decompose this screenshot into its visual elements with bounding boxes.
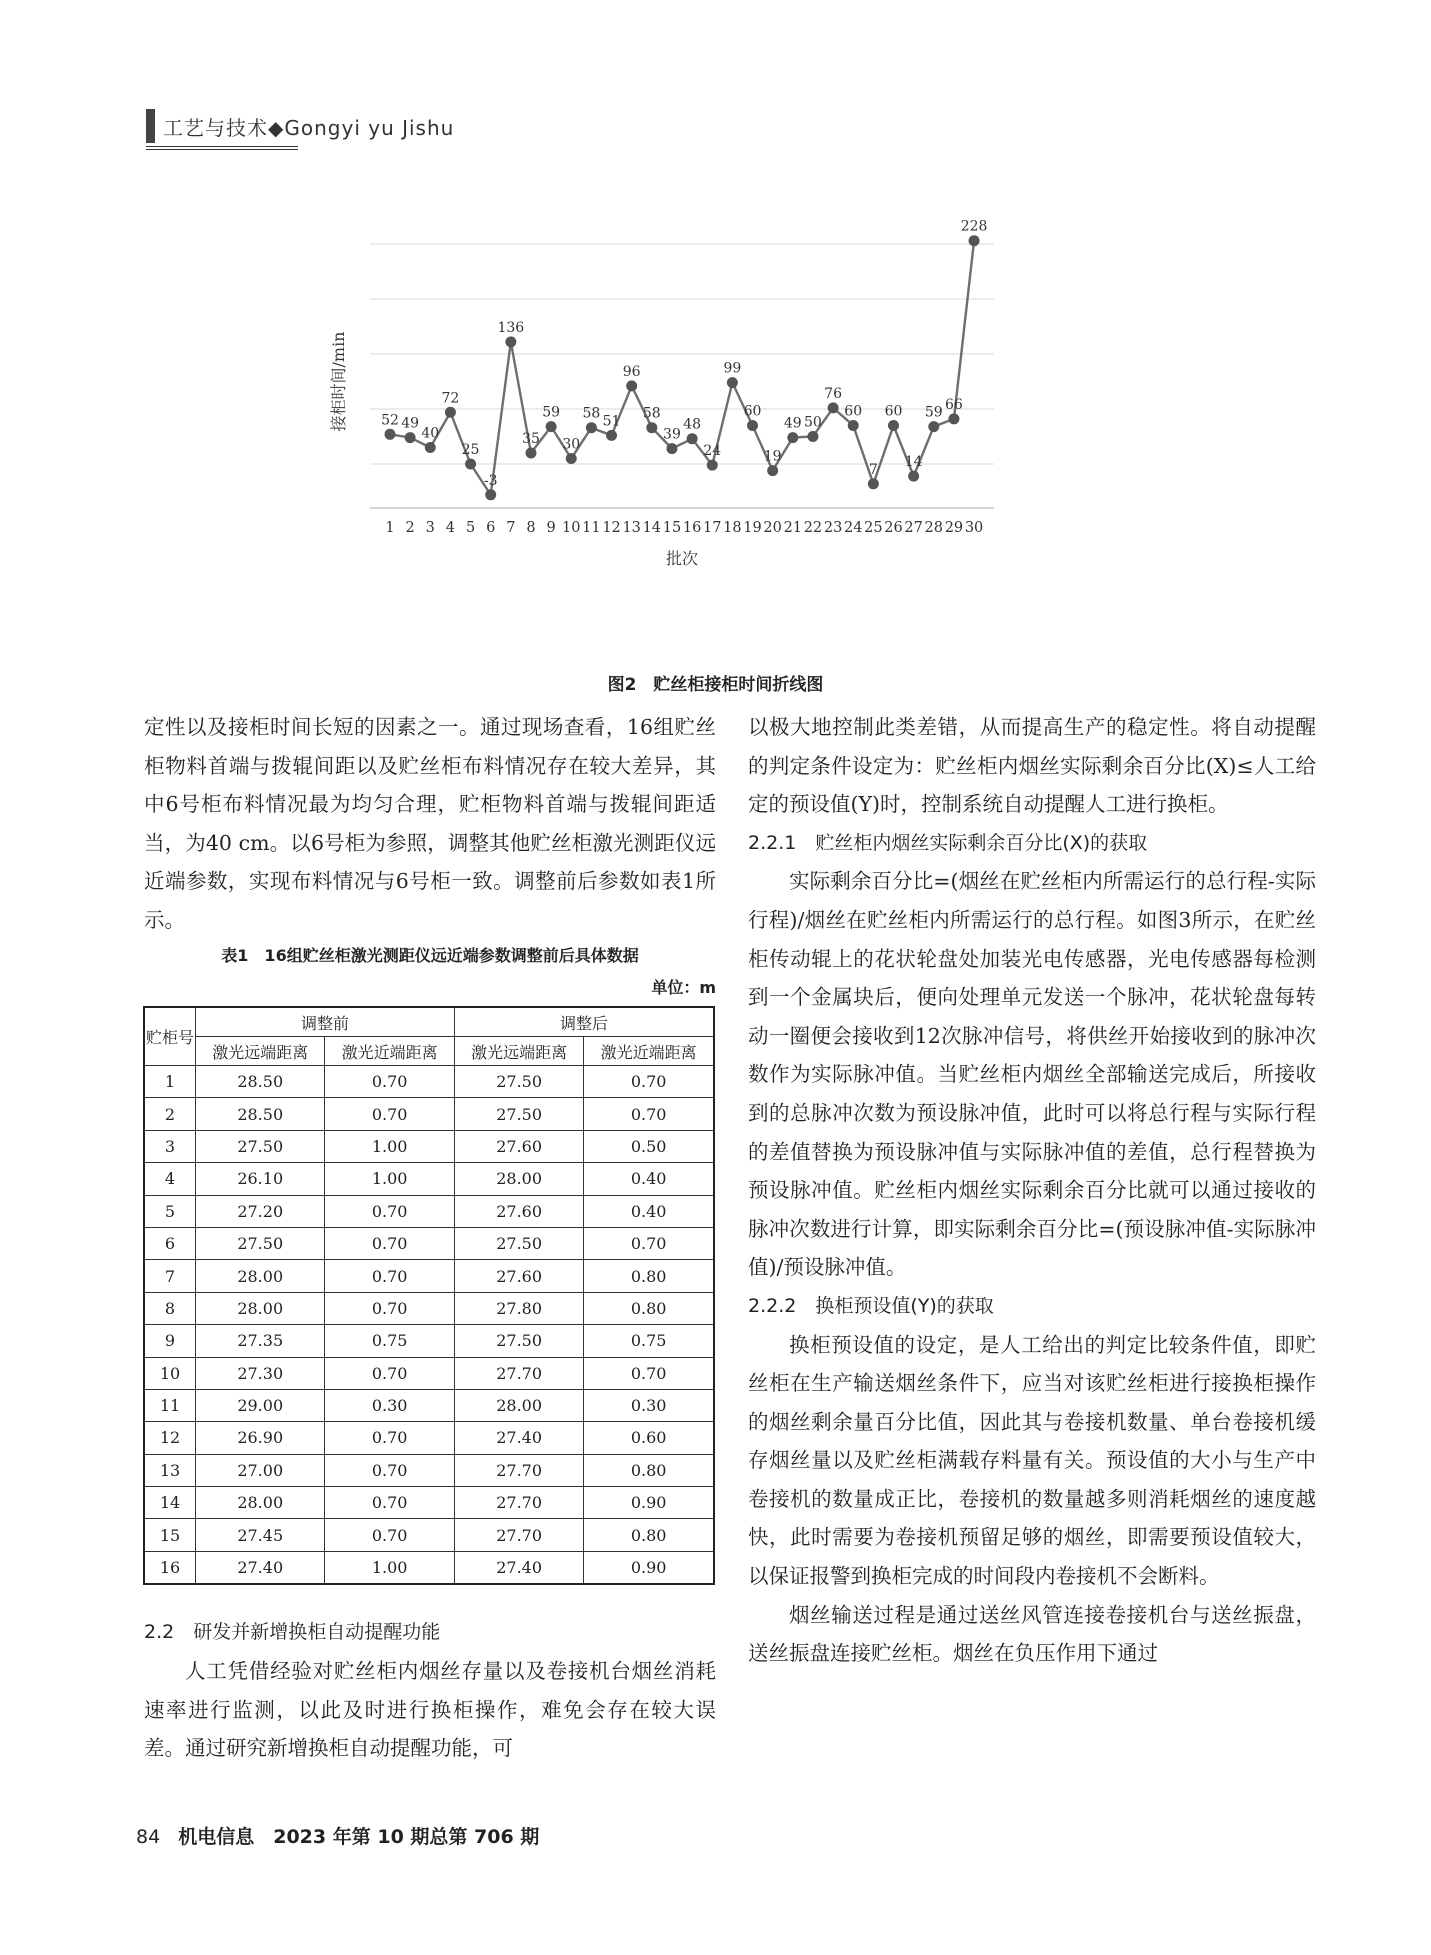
right-paragraph-1: 以极大地控制此类差错，从而提高生产的稳定性。将自动提醒的判定条件设定为：贮丝柜内烟丝实际剩余百分比(X)≤人工给定的预设值(Y)时，控制系统自动提醒人工进行换柜。 [748,715,1316,817]
left-column [144,708,716,940]
table-cell: 27.35 [196,1325,325,1357]
table-cell: 28.00 [196,1487,325,1519]
data-point [465,459,476,470]
table-cell: 0.70 [584,1098,714,1130]
data-point [626,380,637,391]
table-cell: 11 [144,1389,196,1421]
table-cell: 0.80 [584,1292,714,1324]
data-point [666,443,677,454]
x-tick-label: 11 [582,520,601,536]
table-cell: 27.45 [196,1519,325,1551]
table-cell: 1.00 [325,1130,454,1162]
table-cell: 27.00 [196,1454,325,1486]
table-row [144,1066,714,1098]
section-2-2-paragraph: 人工凭借经验对贮丝柜内烟丝存量以及卷接机台烟丝消耗速率进行监测，以此及时进行换柜操作，难免会存在较大误差。通过研究新增换柜自动提醒功能，可 [144,1659,716,1761]
data-label: 60 [884,403,903,420]
section-heading-2-2-1: 2.2.1 贮丝柜内烟丝实际剩余百分比(X)的获取 [748,831,1148,854]
table-row [144,1098,714,1130]
table-subheader-near: 激光近端距离 [584,1037,714,1066]
section-2-2-body [144,1652,716,1768]
table-cell: 1 [144,1066,196,1098]
data-point [727,377,738,388]
table-cell: 0.70 [584,1227,714,1259]
table-header-after: 调整后 [454,1007,714,1037]
chart-x-ticks [385,520,983,536]
data-label: 99 [723,360,742,377]
table-cell: 0.30 [325,1389,454,1421]
data-label: 59 [924,404,943,421]
table-row [144,1227,714,1259]
data-point [969,235,980,246]
table-unit: 单位：m [651,978,716,997]
table-cell: 26.10 [196,1163,325,1195]
data-point [928,421,939,432]
table-subheader-far: 激光远端距离 [454,1037,583,1066]
data-point [586,422,597,433]
data-label: 136 [497,319,525,336]
table-cell: 0.40 [584,1163,714,1195]
data-label: 24 [703,443,722,460]
x-tick-label: 23 [823,520,843,536]
data-point [787,432,798,443]
data-point [687,433,698,444]
table-cell: 28.00 [454,1389,583,1421]
data-point [525,448,536,459]
data-point [646,422,657,433]
table-cell: 27.50 [454,1098,583,1130]
x-tick-label: 30 [964,520,984,536]
x-tick-label: 18 [723,520,742,536]
right-column [748,708,1316,1673]
data-label: 72 [441,390,460,407]
table-cell: 2 [144,1098,196,1130]
right-paragraph-3: 换柜预设值的设定，是人工给出的判定比较条件值，即贮丝柜在生产输送烟丝条件下，应当对该贮丝柜进行接换柜操作的烟丝剩余量百分比值，因此其与卷接机数量、单台卷接机缓存烟丝量以及贮丝柜满载存料量有关。预设值的大小与生产中卷接机的数量成正比，卷接机的数量越多则消耗烟丝的速度越快，此时需要为卷接机预留足够的烟丝，即需要预设值较大，以保证报警到换柜完成的时间段内卷接机不会断料。 [748,1332,1316,1589]
table-cell: 0.50 [584,1130,714,1162]
table-cell: 4 [144,1163,196,1195]
table-cell: 27.70 [454,1357,583,1389]
table-cell: 15 [144,1519,196,1551]
data-label: 52 [381,412,399,429]
data-point [445,407,456,418]
data-label: 19 [763,448,782,465]
line-chart [318,218,1138,656]
data-point [807,431,818,442]
table-cell: 0.80 [584,1454,714,1486]
table-cell: 27.30 [196,1357,325,1389]
data-point [707,460,718,471]
data-label: 60 [844,403,863,420]
table-cell: 16 [144,1551,196,1584]
data-point [606,430,617,441]
x-tick-label: 3 [425,520,435,536]
chart-y-axis-label: 接柜时间/min [329,331,348,432]
data-label: 76 [824,385,842,402]
x-tick-label: 10 [562,520,581,536]
data-label: 58 [582,405,601,422]
table-cell: 0.70 [325,1098,454,1130]
table-cell: 1.00 [325,1163,454,1195]
table-cell: 27.40 [454,1422,583,1454]
data-point [385,429,396,440]
table-row [144,1551,714,1584]
table-cell: 6 [144,1227,196,1259]
table-cell: 3 [144,1130,196,1162]
table-cell: 0.90 [584,1487,714,1519]
data-label: 228 [960,218,988,235]
table-cell: 0.70 [325,1487,454,1519]
table-row [144,1389,714,1421]
data-label: 49 [401,415,420,432]
section-heading-2-2: 2.2 研发并新增换柜自动提醒功能 [144,1621,441,1643]
table-row [144,1325,714,1357]
x-tick-label: 27 [904,520,923,536]
page-footer [136,1822,539,1849]
table-cell: 0.80 [584,1260,714,1292]
data-label: 60 [743,403,762,420]
table-cell: 28.00 [196,1292,325,1324]
table-cell: 1.00 [325,1551,454,1584]
x-tick-label: 15 [662,520,682,536]
data-label: 96 [622,363,641,380]
data-point [828,402,839,413]
x-tick-label: 25 [864,520,883,536]
data-label: -3 [483,472,498,489]
table-row [144,1422,714,1454]
table-cell: 27.70 [454,1454,583,1486]
x-tick-label: 12 [602,520,621,536]
table-cell: 27.50 [196,1227,325,1259]
header-bar [146,109,155,143]
table-cell: 27.70 [454,1519,583,1551]
chart-points [385,235,980,500]
table-subheader-far: 激光远端距离 [196,1037,325,1066]
table-cell: 27.60 [454,1260,583,1292]
data-label: 40 [421,425,440,442]
right-paragraph-4: 烟丝输送过程是通过送丝风管连接卷接机台与送丝振盘，送丝振盘连接贮丝柜。烟丝在负压作用下通过 [748,1602,1316,1666]
table-cell: 28.00 [196,1260,325,1292]
header-title: 工艺与技术◆Gongyi yu Jishu [163,115,455,140]
table-cell: 0.70 [325,1357,454,1389]
table-header-cabinet: 贮柜号 [144,1007,196,1066]
section-heading-2-2-2: 2.2.2 换柜预设值(Y)的获取 [748,1294,994,1317]
table-cell: 27.70 [454,1487,583,1519]
data-label: 7 [868,461,878,478]
data-label: 39 [663,426,681,443]
data-label: 50 [804,414,822,431]
table-cell: 0.70 [325,1422,454,1454]
table-cell: 12 [144,1422,196,1454]
x-tick-label: 16 [682,520,702,536]
table-cell: 29.00 [196,1389,325,1421]
data-label: 51 [602,413,621,430]
table-cell: 0.75 [584,1325,714,1357]
chart-grid [370,244,994,508]
x-tick-label: 28 [924,520,944,536]
table-body [144,1066,714,1585]
data-label: 58 [642,405,661,422]
journal-info: 机电信息 2023 年第 10 期总第 706 期 [178,1826,540,1848]
x-tick-label: 20 [763,520,782,536]
x-tick-label: 4 [445,520,456,536]
table-cell: 27.50 [454,1325,583,1357]
table-cell: 27.60 [454,1195,583,1227]
table-subheader-near: 激光近端距离 [325,1037,454,1066]
table-cell: 27.20 [196,1195,325,1227]
x-tick-label: 14 [642,520,662,536]
table-cell: 0.70 [325,1519,454,1551]
table-cell: 0.75 [325,1325,454,1357]
data-point [425,442,436,453]
x-tick-label: 5 [465,520,476,536]
x-tick-label: 9 [546,520,556,536]
table-cell: 10 [144,1357,196,1389]
header-rule [146,146,298,150]
page-number: 84 [136,1826,161,1848]
table-row [144,1357,714,1389]
x-tick-label: 29 [944,520,964,536]
data-label: 66 [945,396,963,413]
table-cell: 0.60 [584,1422,714,1454]
data-point [505,336,516,347]
x-tick-label: 17 [703,520,722,536]
table-cell: 8 [144,1292,196,1324]
data-point [767,465,778,476]
table-cell: 27.60 [454,1130,583,1162]
x-tick-label: 8 [526,520,536,536]
table-row [144,1487,714,1519]
data-point [888,420,899,431]
table-cell: 28.50 [196,1098,325,1130]
table-cell: 0.70 [325,1066,454,1098]
table-row [144,1260,714,1292]
table-row [144,1163,714,1195]
data-point [405,432,416,443]
right-paragraph-2: 实际剩余百分比=(烟丝在贮丝柜内所需运行的总行程-实际行程)/烟丝在贮丝柜内所需运行的总行程。如图3所示，在贮丝柜传动辊上的花状轮盘处加装光电传感器，光电传感器每检测到一个金属块后，便向处理单元发送一个脉冲，花状轮盘每转动一圈便会接收到12次脉冲信号，将供丝开始接收到的脉冲次数作为实际脉冲值。当贮丝柜内烟丝全部输送完成后，所接收到的总脉冲次数为预设脉冲值，此时可以将总行程与实际行程的差值替换为预设脉冲值与实际脉冲值的差值，总行程替换为预设脉冲值。贮丝柜内烟丝实际剩余百分比就可以通过接收的脉冲次数进行计算，即实际剩余百分比=(预设脉冲值-实际脉冲值)/预设脉冲值。 [748,869,1316,1280]
table-cell: 0.30 [584,1389,714,1421]
data-label: 25 [461,442,480,458]
table-header-before: 调整前 [196,1007,455,1037]
table-cell: 0.70 [325,1292,454,1324]
x-tick-label: 21 [783,520,803,536]
table-row [144,1519,714,1551]
table-cell: 27.40 [454,1551,583,1584]
data-point [485,489,496,500]
left-paragraph-1: 定性以及接柜时间长短的因素之一。通过现场查看，16组贮丝柜物料首端与拨辊间距以及贮丝柜布料情况存在较大差异，其中6号柜布料情况最为均匀合理，贮柜物料首端与拨辊间距适当，为40 cm。以6号柜为参照，调整其他贮丝柜激光测距仪远近端参数，实现布料情况与6号柜一致。调整前后参数如表1所示。 [144,715,716,932]
parameter-table [143,1006,715,1585]
table-cell: 28.00 [454,1163,583,1195]
table-cell: 28.50 [196,1066,325,1098]
table-cell: 0.70 [325,1260,454,1292]
data-point [747,420,758,431]
x-tick-label: 1 [385,520,395,536]
data-point [908,471,919,482]
x-tick-label: 24 [843,520,863,536]
x-tick-label: 19 [743,520,762,536]
table-caption: 表1 16组贮丝柜激光测距仪远近端参数调整前后具体数据 [221,946,639,965]
table-cell: 13 [144,1454,196,1486]
table-cell: 5 [144,1195,196,1227]
data-label: 59 [542,404,561,421]
x-tick-label: 13 [622,520,641,536]
table-cell: 0.70 [584,1357,714,1389]
table-cell: 27.40 [196,1551,325,1584]
data-label: 30 [562,436,581,453]
table-cell: 0.70 [325,1227,454,1259]
table-cell: 0.70 [584,1066,714,1098]
data-label: 48 [683,416,702,433]
x-tick-label: 26 [884,520,903,536]
chart-x-axis-label: 批次 [665,549,699,568]
table-cell: 0.70 [325,1195,454,1227]
table-cell: 27.50 [454,1066,583,1098]
table-cell: 26.90 [196,1422,325,1454]
table-cell: 0.90 [584,1551,714,1584]
data-point [868,478,879,489]
data-point [566,453,577,464]
data-label: 35 [522,431,540,447]
x-tick-label: 2 [405,520,415,536]
x-tick-label: 6 [486,520,496,536]
table-row [144,1130,714,1162]
table-cell: 7 [144,1260,196,1292]
x-tick-label: 7 [506,520,516,536]
data-label: 14 [904,454,923,471]
table-cell: 0.80 [584,1519,714,1551]
table-cell: 0.70 [325,1454,454,1486]
table-row [144,1195,714,1227]
data-point [948,413,959,424]
running-header [146,108,454,144]
table-cell: 27.50 [196,1130,325,1162]
table-cell: 14 [144,1487,196,1519]
x-tick-label: 22 [803,520,823,536]
table-row [144,1454,714,1486]
data-label: 49 [783,415,802,432]
data-point [546,421,557,432]
figure-caption: 图2 贮丝柜接柜时间折线图 [607,675,824,695]
table-row [144,1292,714,1324]
table-cell: 0.40 [584,1195,714,1227]
table-cell: 27.80 [454,1292,583,1324]
data-point [848,420,859,431]
table-cell: 9 [144,1325,196,1357]
table-cell: 27.50 [454,1227,583,1259]
